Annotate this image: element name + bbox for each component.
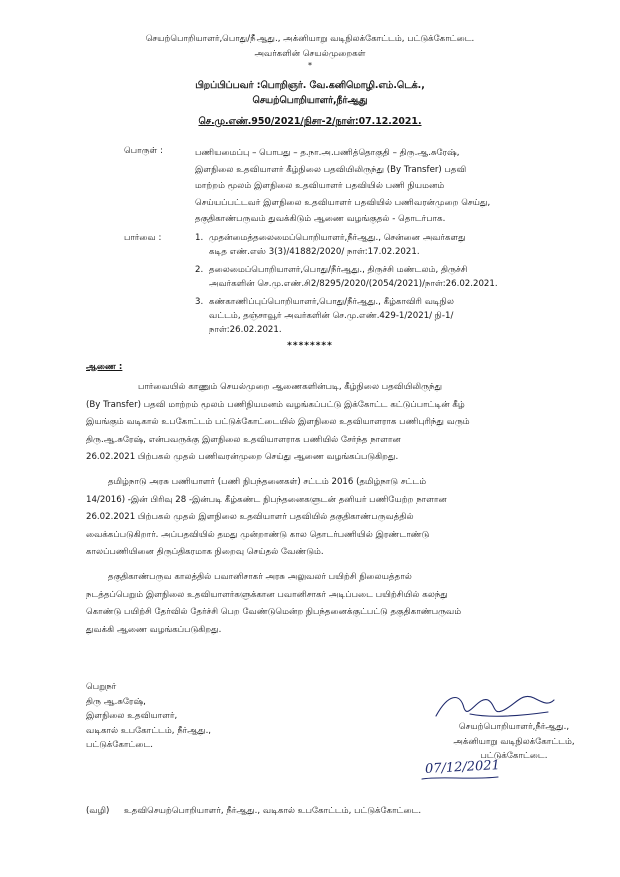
subject-line: செய்யப்பட்டவர் இளநிலை உதவியாளர் பதவியில் பணிவரன்முறை செய்து, [195, 197, 491, 208]
subject-line: பணியமைப்பு – பொபது – த.நா.அ.பணித்தொகுதி – திரு.ஆ.சுரேஷ், [195, 148, 460, 158]
signatory-line: பட்டுக்கோட்டை. [480, 751, 548, 761]
reference-number-3: 3. [195, 297, 204, 307]
subject-line: மாற்றம் மூலம் இளநிலை உதவியாளர் பதவியில் பணி நியமனம் [195, 181, 445, 191]
recipient-line: இளநிலை உதவியாளர், [86, 711, 178, 721]
signatory-block [424, 720, 604, 764]
recipient-label: பெறுநர் [86, 682, 117, 692]
proceedings-line: அவர்களின் செயல்முறைகள் [254, 49, 366, 59]
order-line: வைக்கப்படுகிறார். அப்பதவியில் தமது முன்றாண்டு கால தொடர்பணியில் இரண்டாண்டு [86, 529, 430, 540]
reference-line: நாள்:26.02.2021. [209, 325, 282, 335]
references-list [195, 231, 555, 337]
order-line: நடத்தப்பெறும் இளநிலை உதவியாளர்களுக்கான பவானிசாகர் அடிப்படை பயிற்சியில் கலந்து [86, 589, 448, 600]
reference-number-1: 1. [195, 233, 204, 243]
order-line: துவக்கி ஆணை வழங்கப்படுகிறது. [86, 624, 222, 635]
order-para-2 [86, 474, 530, 562]
reference-line: கண்காணிப்புப்பொறியாளர்,பொது/நீர்ஆது., கீழ்காவிரி வடிநில [209, 297, 455, 307]
order-para-3 [86, 569, 530, 639]
star-mark: * [308, 61, 312, 70]
issuer-line: பிறப்பிப்பவர் :பொறிஞர். வே.கனிமொழி.எம்.டெக்., [195, 80, 425, 91]
order-line: தகுதிகாண்பருவ காலத்தில் பவானிசாகர் அரசு அலுவலர் பயிற்சி நிலையத்தால் [108, 572, 412, 582]
order-line: கொண்டு பயிற்சி தேர்வில் தேர்ச்சி பெற வேண்டுமென்ற நிபந்தனைக்குட்பட்டு தகுதிகாண்பருவம் [86, 607, 462, 618]
order-line: திரு.ஆ.சுரேஷ், என்பவருக்கு இளநிலை உதவியாளராக பணியில் சேர்ந்த நாளான [86, 434, 401, 445]
recipient-line: வடிகால் உபகோட்டம், நீர்ஆது., [86, 725, 212, 736]
order-line: தமிழ்நாடு அரசு பணியாளர் (பணி நிபந்தனைகள்) சட்டம் 2016 (தமிழ்நாடு சட்டம் [108, 477, 427, 487]
reference-number-2: 2. [195, 265, 204, 275]
order-line: பார்வையில் காணும் செயல்முறை ஆணைகளின்படி, கீழ்நிலை பதவியிலிருந்து [138, 382, 443, 392]
reference-line: வட்டம், தஞ்சாவூர் அவர்களின் செ.மு.எண்.429-1/2021/ நி-1/ [209, 311, 454, 321]
issuer-designation: செயற்பொறியாளர்,நீர்ஆது [252, 95, 368, 106]
subject-line: இளநிலை உதவியாளர் கீழ்நிலை பதவியிலிருந்து (By Transfer) பதவி [195, 164, 467, 175]
copy-to-text: உதவிசெயற்பொறியாளர், நீர்ஆது., வடிகால் உபகோட்டம், பட்டுக்கோட்டை. [124, 806, 422, 816]
date-underline [420, 774, 500, 782]
order-line: இயங்கும் வடிகால் உபகோட்டம் பட்டுக்கோட்டையில் இளநிலை உதவியாளராக பணிபுரிந்து வரும் [86, 417, 470, 428]
signatory-line: அக்னியாறு வடிநிலக்கோட்டம், [453, 736, 575, 747]
copy-to-label: (வழி) [86, 806, 110, 816]
references-label: பார்வை : [124, 233, 162, 243]
reference-line: முதன்மைத்தலைமைப்பொறியாளர்,நீர்ஆது., சென்னை அவர்களது [209, 233, 466, 243]
office-header: செயற்பொறியாளர்,பொது/நீ்ஆது., அக்னியாறு வடிநிலக்கோட்டம், பட்டுக்கோட்டை. [145, 34, 475, 44]
separator: ******** [287, 341, 333, 351]
order-heading: ஆணை : [86, 362, 123, 372]
subject-label: பொருள் : [124, 146, 163, 156]
order-line: 14/2016) -இன் பிரிவு 28 -இன்படி கீழ்கண்ட நிபந்தனைகளுடன் தனியர் பணியேற்ற நாளான [86, 494, 447, 505]
reference-item [195, 231, 555, 259]
reference-line: அவர்களின் செ.மு.எண்.சி2/8295/2020/(2054/2021)/நாள்:26.02.2021. [209, 279, 498, 289]
recipient-block [86, 680, 326, 753]
reference-item [195, 263, 555, 291]
signatory-line: செயற்பொறியாளர்,நீர்ஆது., [458, 722, 570, 732]
reference-item [195, 295, 555, 337]
handwritten-date: 07/12/2021 [424, 758, 501, 777]
order-line: காலப்பணியினை திருப்திகரமாக நிறைவு செய்தல் வேண்டும். [86, 547, 324, 558]
recipient-line: பட்டுக்கோட்டை. [86, 740, 154, 750]
subject-line: தகுதிகாண்பருவம் துவக்கிடும் ஆணை வழங்குதல் - தொடர்பாக. [195, 214, 446, 224]
reference-line: தலைமைப்பொறியாளர்,பொது/நீர்ஆது., திருச்சி மண்டலம், திருச்சி [209, 265, 468, 275]
order-line: 26.02.2021 பிற்பகல் முதல் இளநிலை உதவியாளர் பதவியில் தகுதிகாண்பருவத்தில் [86, 512, 414, 523]
reference-number: செ.மு.எண்.950/2021/நிசா-2/நாள்:07.12.2021. [198, 116, 422, 127]
order-line: (By Transfer) பதவி மாற்றம் மூலம் பணிநியமனம் வழங்கப்பட்டு இக்கோட்ட கட்டுப்பாட்டின் கீழ் [86, 399, 465, 410]
recipient-line: திரு ஆ.சுரேஷ், [86, 696, 146, 707]
order-para-1 [86, 379, 530, 467]
subject-block [195, 145, 545, 228]
order-line: 26.02.2021 பிற்பகல் முதல் பணிவரன்முறை செய்து ஆணை வழங்கப்படுகிறது. [86, 452, 399, 463]
reference-line: கடித எண்.எஸ் 3(3)/41882/2020/ நாள்:17.02.2021. [209, 247, 420, 257]
